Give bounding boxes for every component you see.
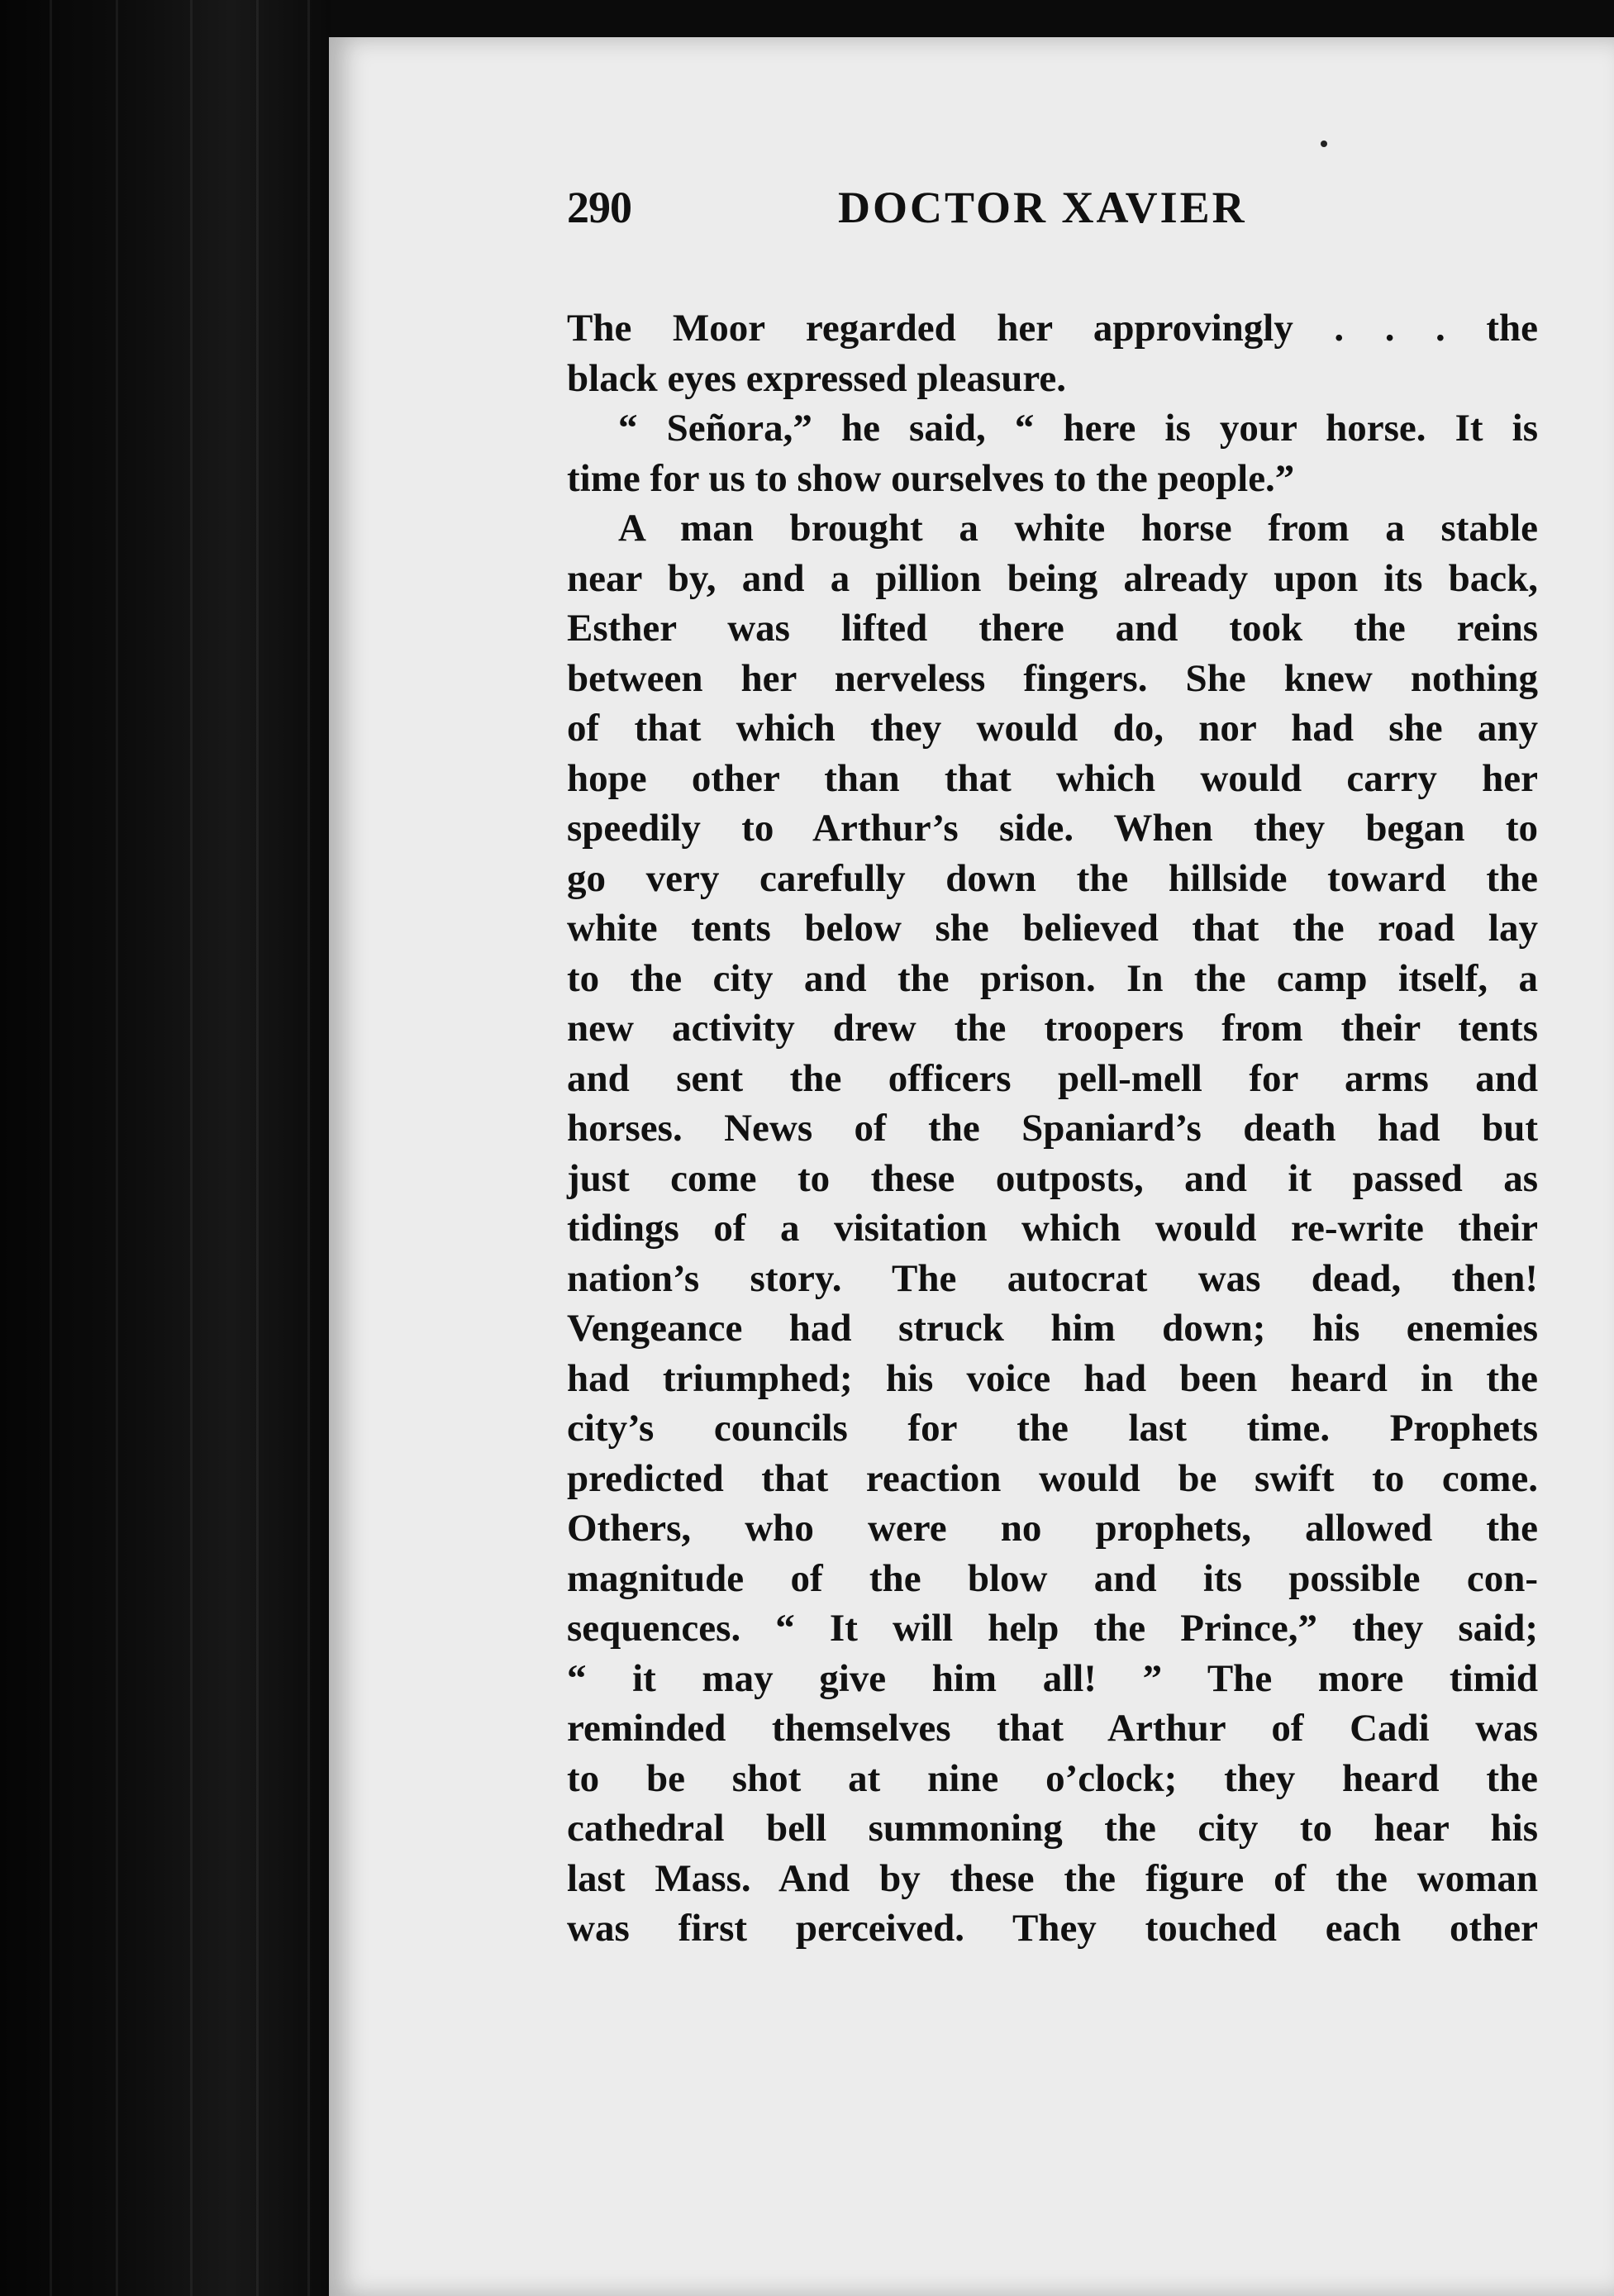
text-line: Vengeance had struck him down; his enemies	[567, 1307, 1538, 1350]
text-line: The Moor regarded her approvingly . . . the	[567, 307, 1538, 350]
text-line: Others, who were no prophets, allowed the	[567, 1507, 1538, 1550]
body-text	[567, 303, 1538, 1954]
text-line: just come to these outposts, and it passed as	[567, 1156, 1538, 1200]
page-number: 290	[567, 183, 631, 232]
text-line: “ Señora,” he said, “ here is your horse. It is	[618, 407, 1538, 450]
text-line: speedily to Arthur’s side. When they began to	[567, 807, 1538, 850]
text-line: to be shot at nine o’clock; they heard the	[567, 1756, 1538, 1800]
text-line: and sent the officers pell-mell for arms and	[567, 1056, 1538, 1100]
text-line: was first perceived. They touched each other	[567, 1907, 1538, 1950]
text-line: magnitude of the blow and its possible con-	[567, 1556, 1538, 1600]
text-line: reminded themselves that Arthur of Cadi was	[567, 1707, 1538, 1750]
text-line: sequences. “ It will help the Prince,” they said;	[567, 1607, 1538, 1650]
text-line: last Mass. And by these the figure of the woman	[567, 1856, 1538, 1900]
text-line: tidings of a visitation which would re-write their	[567, 1207, 1538, 1250]
text-line: A man brought a white horse from a stable	[618, 507, 1538, 550]
text-line: between her nerveless fingers. She knew nothing	[567, 656, 1538, 700]
text-line: go very carefully down the hillside toward the	[567, 856, 1538, 900]
book-spine-edge	[0, 0, 331, 2296]
running-title: DOCTOR XAVIER	[838, 183, 1247, 232]
text-line: hope other than that which would carry her	[567, 756, 1538, 800]
text-line: city’s councils for the last time. Prophets	[567, 1407, 1538, 1450]
text-line: to the city and the prison. In the camp itself, a	[567, 956, 1538, 1000]
text-line: nation’s story. The autocrat was dead, then!	[567, 1256, 1538, 1300]
text-line: predicted that reaction would be swift to come.	[567, 1456, 1538, 1500]
text-line: white tents below she believed that the road lay	[567, 907, 1538, 950]
text-line: new activity drew the troopers from their tents	[567, 1007, 1538, 1050]
text-line: cathedral bell summoning the city to hear his	[567, 1807, 1538, 1850]
text-line: “ it may give him all! ” The more timid	[567, 1656, 1538, 1700]
text-line: time for us to show ourselves to the people.”	[567, 456, 1295, 500]
text-line: of that which they would do, nor had she any	[567, 707, 1538, 750]
text-line: black eyes expressed pleasure.	[567, 356, 1067, 400]
text-line: near by, and a pillion being already upon its back,	[567, 556, 1538, 600]
page-header	[567, 182, 1538, 248]
speck	[1321, 141, 1327, 147]
text-line: had triumphed; his voice had been heard in the	[567, 1356, 1538, 1400]
text-line: horses. News of the Spaniard’s death had but	[567, 1107, 1538, 1150]
book-page	[329, 37, 1614, 2296]
text-line: Esther was lifted there and took the reins	[567, 607, 1538, 650]
